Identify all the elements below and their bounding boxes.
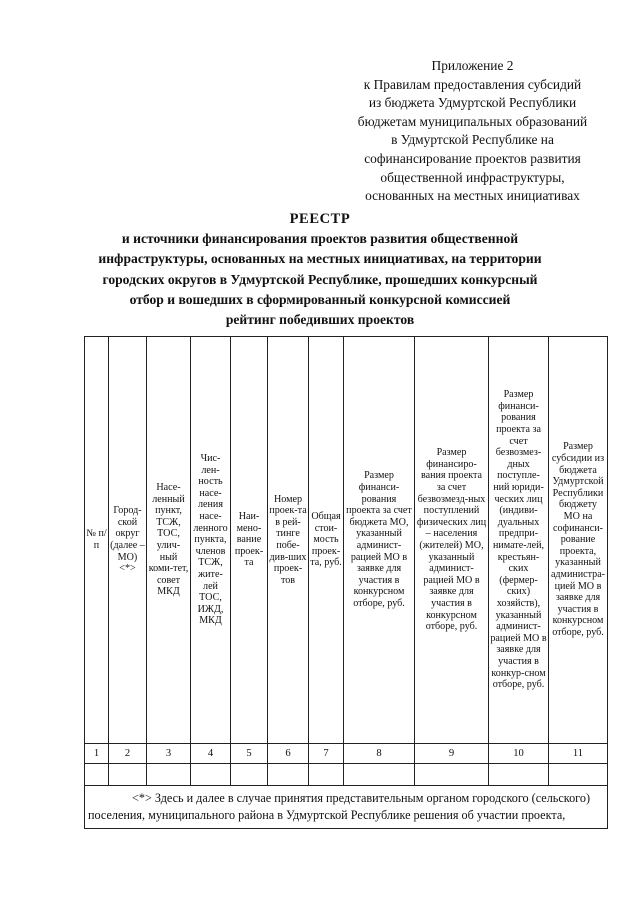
header-cell: Размер субсидии из бюджета Удмуртской Республики бюджету МО на софинанси-рование проекта, указанный администра-цией МО в заявке для участия в конкурсном отборе, руб. bbox=[549, 337, 608, 744]
appendix-block bbox=[320, 57, 625, 206]
appendix-line: из бюджета Удмуртской Республики bbox=[368, 95, 577, 111]
empty-cell bbox=[309, 764, 344, 786]
footnote-line: <*> Здесь и далее в случае принятия представительным органом городского (сельского) bbox=[132, 791, 591, 805]
header-cell: № п/п bbox=[85, 337, 109, 744]
appendix-line: основанных на местных инициативах bbox=[365, 188, 580, 204]
column-number: 1 bbox=[85, 744, 109, 764]
header-cell: Номер проек-та в рей-тинге побе-див-ших проек-тов bbox=[268, 337, 309, 744]
document-title bbox=[78, 210, 562, 329]
column-number-row bbox=[85, 744, 608, 764]
empty-cell bbox=[268, 764, 309, 786]
column-number: 8 bbox=[344, 744, 415, 764]
header-cell: Наи-мено-вание проек-та bbox=[231, 337, 268, 744]
column-number: 4 bbox=[191, 744, 231, 764]
header-cell: Размер финанси-рования проекта за счет безвозмез-дных поступле-ний юриди-ческих лиц (индиви-дуальных предпри-нимате-лей, крестьян-ских (фермер-ских) хозяйств), указанный админист-рацией МО в заявке для участия в конкур-сном отборе, руб. bbox=[489, 337, 549, 744]
appendix-line: Приложение 2 bbox=[431, 58, 514, 73]
column-number: 10 bbox=[489, 744, 549, 764]
title-sub-line: и источники финансирования проектов развития общественной bbox=[121, 231, 519, 246]
title-main: РЕЕСТР bbox=[289, 211, 351, 227]
empty-cell bbox=[415, 764, 489, 786]
empty-cell bbox=[191, 764, 231, 786]
empty-cell bbox=[85, 764, 109, 786]
empty-cell bbox=[344, 764, 415, 786]
header-cell: Насе-ленный пункт, ТСЖ, ТОС, улич-ный коми-тет, совет МКД bbox=[147, 337, 191, 744]
appendix-line: бюджетам муниципальных образований bbox=[357, 113, 588, 129]
header-cell: Размер финанси-рования проекта за счет бюджета МО, указанный админист-рацией МО в заявке для участия в конкурсном отборе, руб. bbox=[344, 337, 415, 744]
title-sub-line: рейтинг победивших проектов bbox=[225, 312, 415, 328]
title-sub-line: городских округов в Удмуртской Республике, прошедших конкурсный bbox=[102, 271, 538, 287]
empty-cell bbox=[231, 764, 268, 786]
appendix-line: в Удмуртской Республике на bbox=[391, 132, 554, 148]
header-cell: Город-ской округ (далее – МО) <*> bbox=[109, 337, 147, 744]
column-number: 2 bbox=[109, 744, 147, 764]
footnote-cell bbox=[85, 786, 608, 829]
column-number: 3 bbox=[147, 744, 191, 764]
column-number: 6 bbox=[268, 744, 309, 764]
appendix-line: софинансирование проектов развития bbox=[364, 150, 581, 166]
appendix-line: к Правилам предоставления субсидий bbox=[363, 76, 582, 92]
empty-cell bbox=[489, 764, 549, 786]
table-header-row bbox=[85, 337, 608, 744]
header-cell: Размер финансиро-вания проекта за счет безвозмезд-ных поступлений физических лиц – населения (жителей) МО, указанный админист-рацией МО в заявке для участия в конкурсном отборе, руб. bbox=[415, 337, 489, 744]
column-number: 11 bbox=[549, 744, 608, 764]
column-number: 5 bbox=[231, 744, 268, 764]
header-cell: Общая стои-мость проек-та, руб. bbox=[309, 337, 344, 744]
column-number: 9 bbox=[415, 744, 489, 764]
empty-cell bbox=[549, 764, 608, 786]
header-cell: Чис-лен-ность насе-ления насе-ленного пункта, членов ТСЖ, жите-лей ТОС, ИЖД, МКД bbox=[191, 337, 231, 744]
footnote-line: поселения, муниципального района в Удмуртской Республике решения об участии проекта, bbox=[88, 807, 566, 822]
empty-cell bbox=[109, 764, 147, 786]
appendix-line: общественной инфраструктуры, bbox=[380, 169, 565, 185]
empty-cell bbox=[147, 764, 191, 786]
footnote-row bbox=[85, 786, 608, 829]
title-sub-line: инфраструктуры, основанных на местных инициативах, на территории bbox=[98, 251, 542, 267]
empty-data-row bbox=[85, 764, 608, 786]
title-sub-line: отбор и вошедших в сформированный конкурсной комиссией bbox=[129, 291, 511, 307]
registry-table bbox=[84, 336, 608, 829]
column-number: 7 bbox=[309, 744, 344, 764]
